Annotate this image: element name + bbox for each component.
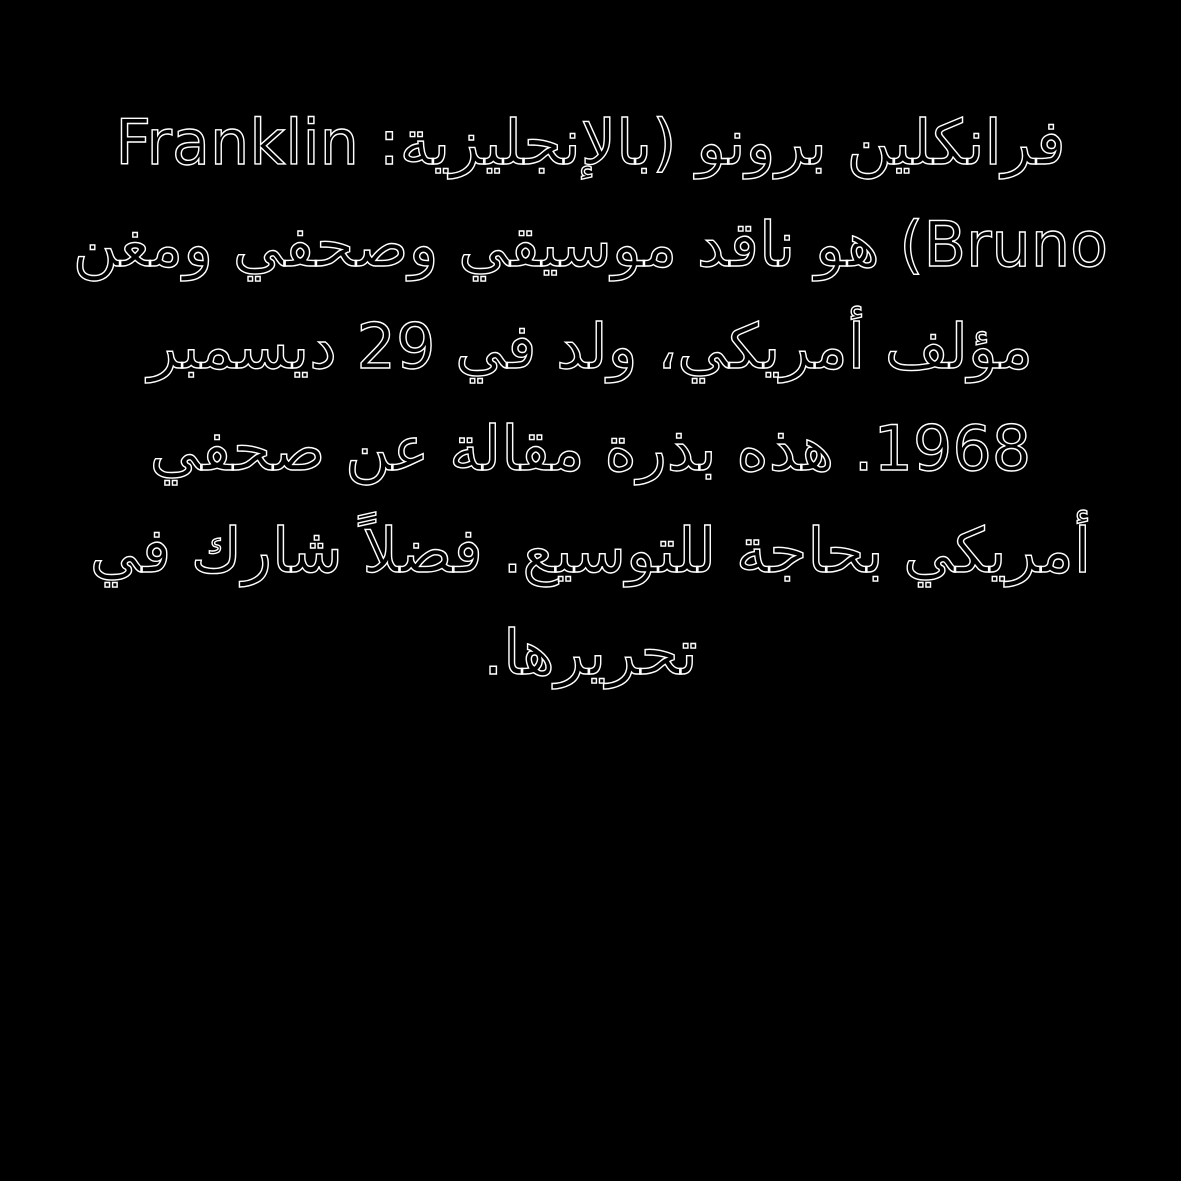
- article-stub-paragraph: فرانكلين برونو (بالإنجليزية: Franklin Bruno) هو ناقد موسيقي وصحفي ومغن مؤلف أمريكي، ولد في 29 ديسمبر 1968. هذه بذرة مقالة عن صحفي أمريكي بحاجة للتوسيع. فضلاً شارك في تحريرها.: [72, 106, 1109, 689]
